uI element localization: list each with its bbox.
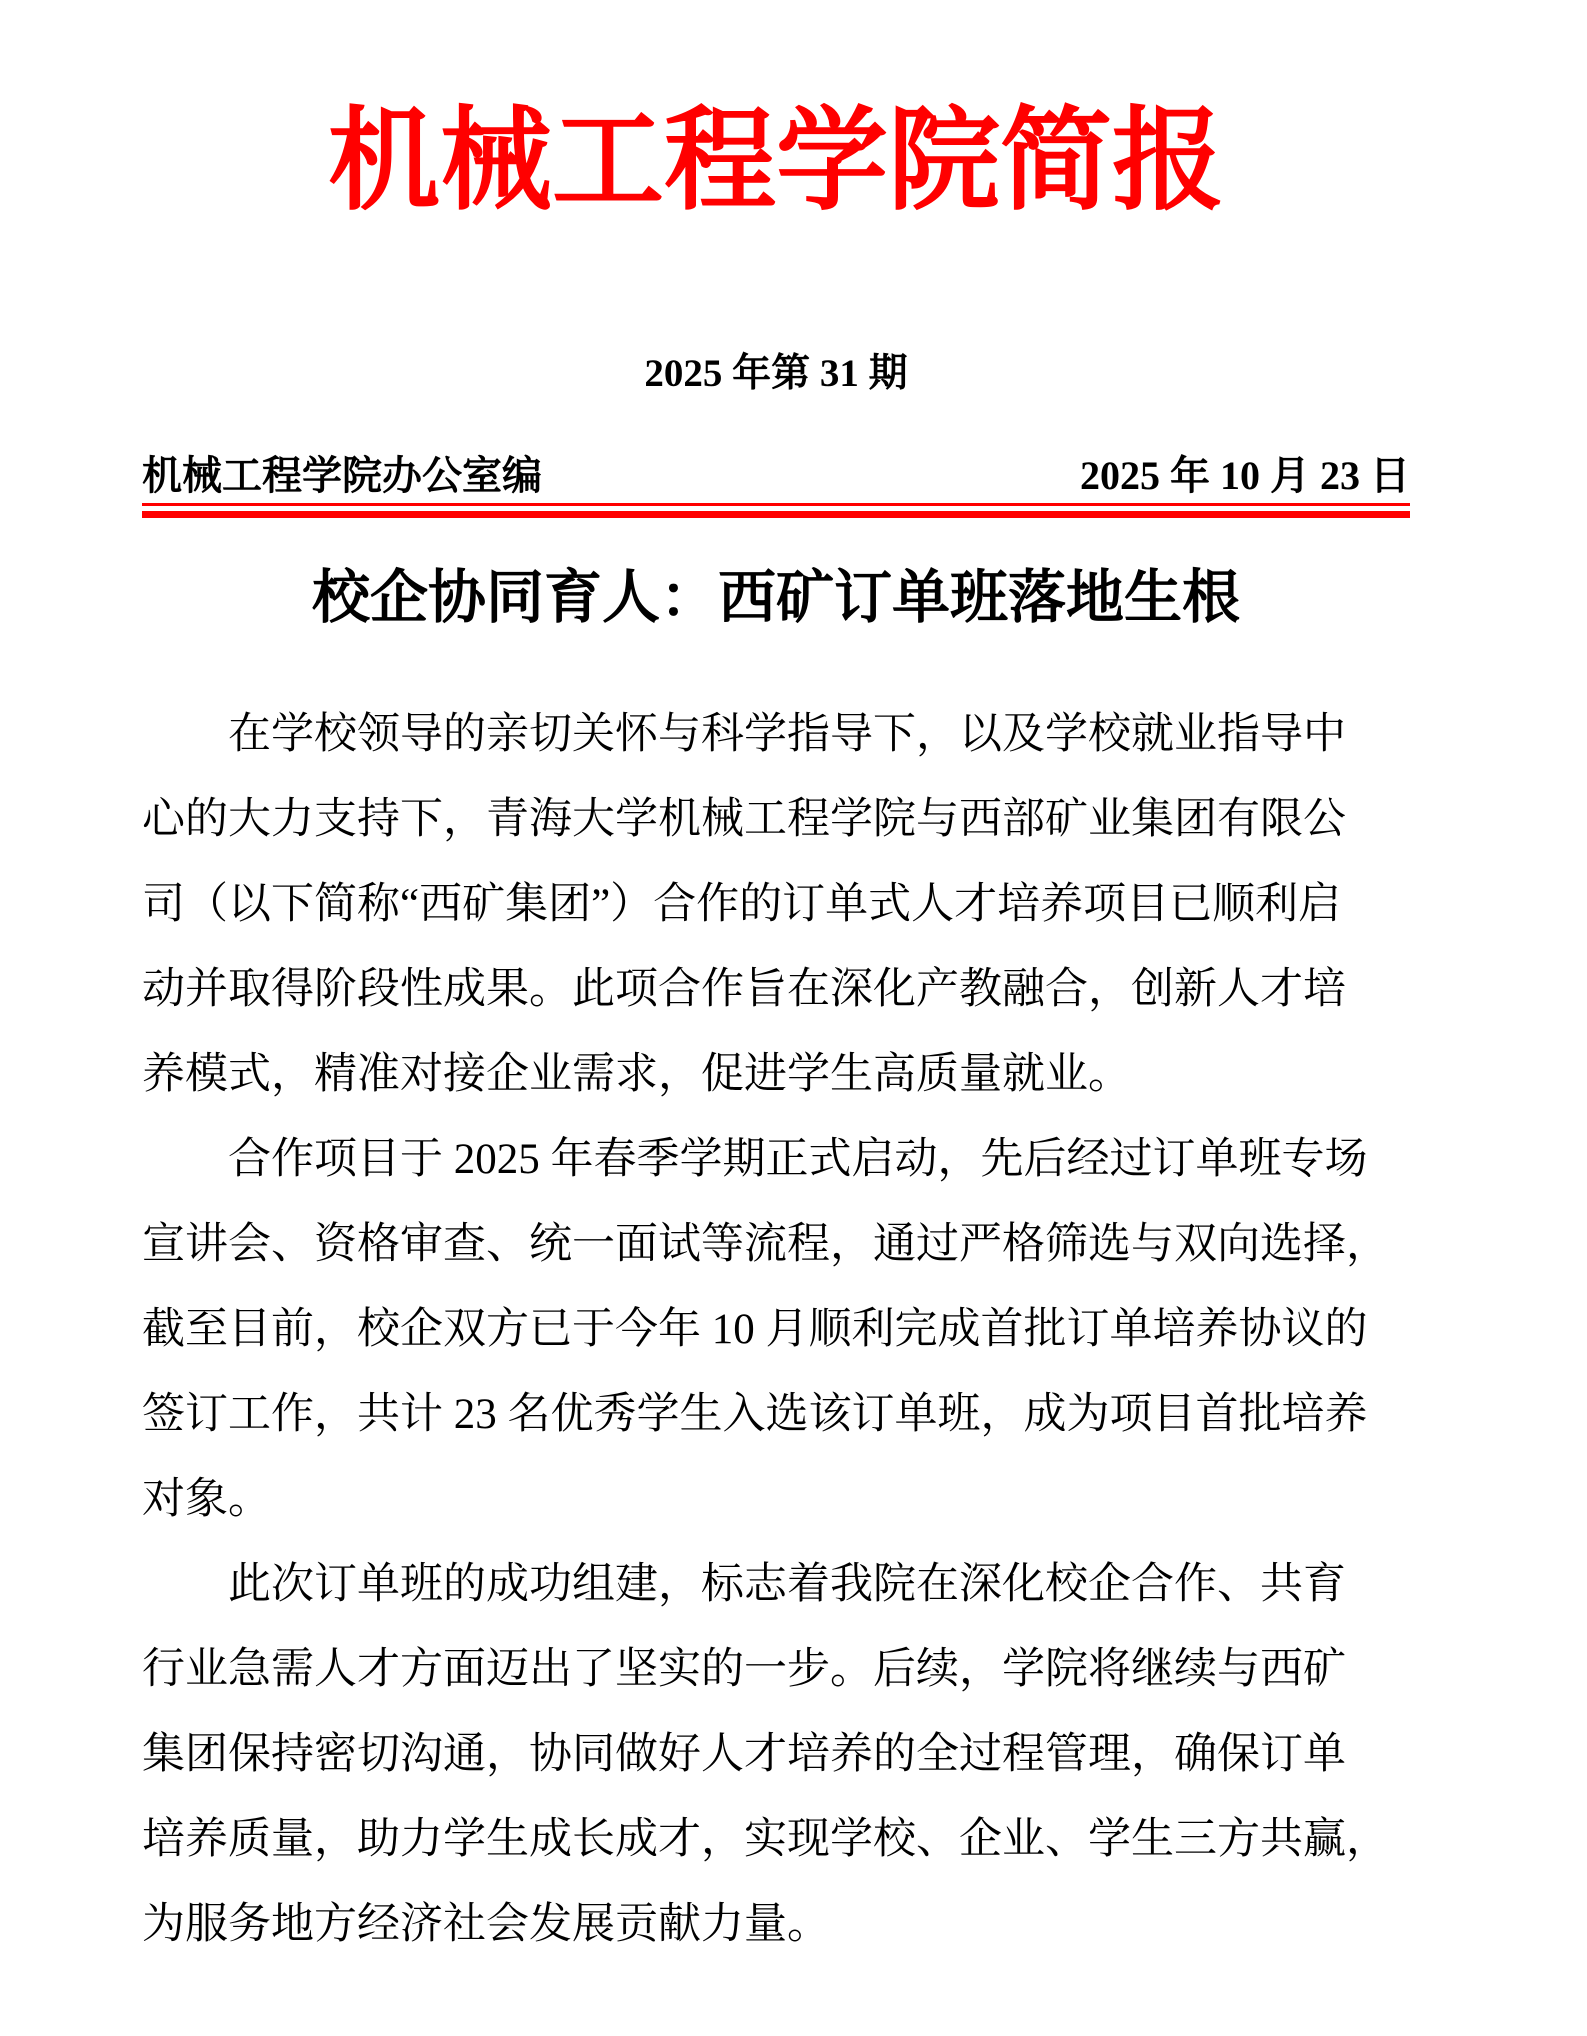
rule-thin-line <box>142 503 1410 506</box>
body-text-line: 合作项目于 2025 年春季学期正式启动，先后经过订单班专场 <box>228 1136 1368 1184</box>
publish-date: 2025 年 10 月 23 日 <box>1080 452 1410 498</box>
masthead-title: 机械工程学院简报 <box>328 100 1224 224</box>
body-paragraph <box>142 692 1410 1117</box>
body-text-line: 签订工作，共计 23 名优秀学生入选该订单班，成为项目首批培养 <box>142 1391 1368 1439</box>
editor-office-label: 机械工程学院办公室编 <box>142 452 542 498</box>
issue-number: 2025 年第 31 期 <box>644 351 908 395</box>
rule-thick-line <box>142 511 1410 518</box>
body-text-line: 司（以下简称“西矿集团”）合作的订单式人才培养项目已顺利启 <box>142 881 1342 929</box>
body-text-line: 截至目前，校企双方已于今年 10 月顺利完成首批订单培养协议的 <box>142 1306 1368 1354</box>
body-paragraph <box>142 1542 1410 1967</box>
body-text-line: 对象。 <box>142 1476 271 1524</box>
body-text-line: 养模式，精准对接企业需求，促进学生高质量就业。 <box>142 1051 1131 1099</box>
article-headline: 校企协同育人：西矿订单班落地生根 <box>311 564 1240 630</box>
body-text-line: 心的大力支持下，青海大学机械工程学院与西部矿业集团有限公 <box>142 796 1346 844</box>
body-text-line: 动并取得阶段性成果。此项合作旨在深化产教融合，创新人才培 <box>142 966 1346 1014</box>
meta-row <box>142 452 1410 500</box>
body-text-line: 为服务地方经济社会发展贡献力量。 <box>142 1901 830 1949</box>
body-text-line: 在学校领导的亲切关怀与科学指导下，以及学校就业指导中 <box>228 711 1346 759</box>
body-paragraph <box>142 1117 1410 1542</box>
body-text-line: 行业急需人才方面迈出了坚实的一步。后续，学院将继续与西矿 <box>142 1646 1346 1694</box>
body-text-line: 此次订单班的成功组建，标志着我院在深化校企合作、共育 <box>228 1561 1346 1609</box>
body-text-line: 集团保持密切沟通，协同做好人才培养的全过程管理，确保订单 <box>142 1731 1346 1779</box>
body-text-line: 培养质量，助力学生成长成才，实现学校、企业、学生三方共赢， <box>142 1816 1389 1864</box>
red-double-rule <box>142 503 1410 518</box>
article-body <box>142 692 1410 1967</box>
body-text-line: 宣讲会、资格审查、统一面试等流程，通过严格筛选与双向选择， <box>142 1221 1389 1269</box>
